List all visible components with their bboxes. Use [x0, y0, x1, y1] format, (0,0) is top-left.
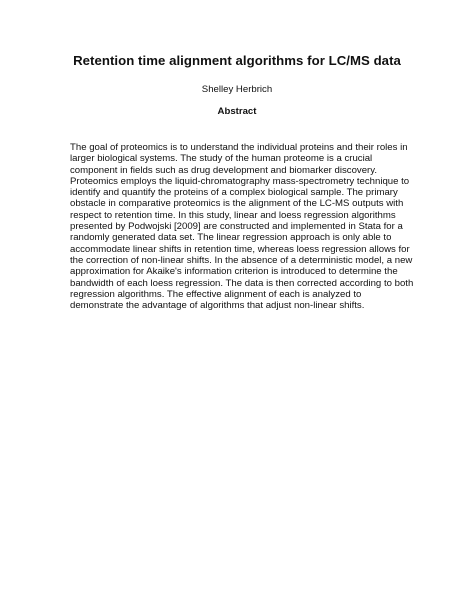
abstract-line: respect to retention time. In this study, linear and loess regression algorithms	[70, 209, 396, 221]
abstract-line: bandwidth of each loess regression. The data is then corrected according to both	[70, 277, 414, 289]
author-name: Shelley Herbrich	[201, 84, 273, 95]
abstract-line: The goal of proteomics is to understand the individual proteins and their roles in	[70, 142, 408, 153]
abstract-line: the correction of non-linear shifts. In the absence of a deterministic model, a new	[70, 254, 413, 266]
abstract-line: Proteomics employs the liquid-chromatography mass-spectrometry technique to	[70, 175, 410, 187]
abstract-heading: Abstract	[217, 106, 257, 117]
abstract-line: component in fields such as drug development and biomarker discovery.	[70, 164, 377, 176]
abstract-line: randomly generated data set. The linear regression approach is only able to	[70, 232, 392, 244]
paper-title: Retention time alignment algorithms for LC/MS data	[73, 53, 401, 68]
abstract-line: presented by Podwojski [2009] are constructed and implemented in Stata for a	[70, 221, 403, 233]
abstract-line: identify and quantify the proteins of a complex biological sample. The primary	[70, 187, 398, 199]
abstract-line: larger biological systems. The study of the human proteome is a crucial	[70, 153, 373, 165]
abstract-body	[70, 142, 415, 311]
abstract-line: approximation for Akaike's information criterion is introduced to determine the	[70, 266, 398, 278]
abstract-line: obstacle in comparative proteomics is the alignment of the LC-MS outputs with	[70, 198, 404, 210]
abstract-line: demonstrate the advantage of algorithms that adjust non-linear shifts.	[70, 300, 365, 312]
abstract-line: regression algorithms. The effective alignment of each is analyzed to	[70, 288, 362, 300]
abstract-line: accommodate linear shifts in retention time, whereas loess regression allows for	[70, 243, 410, 255]
